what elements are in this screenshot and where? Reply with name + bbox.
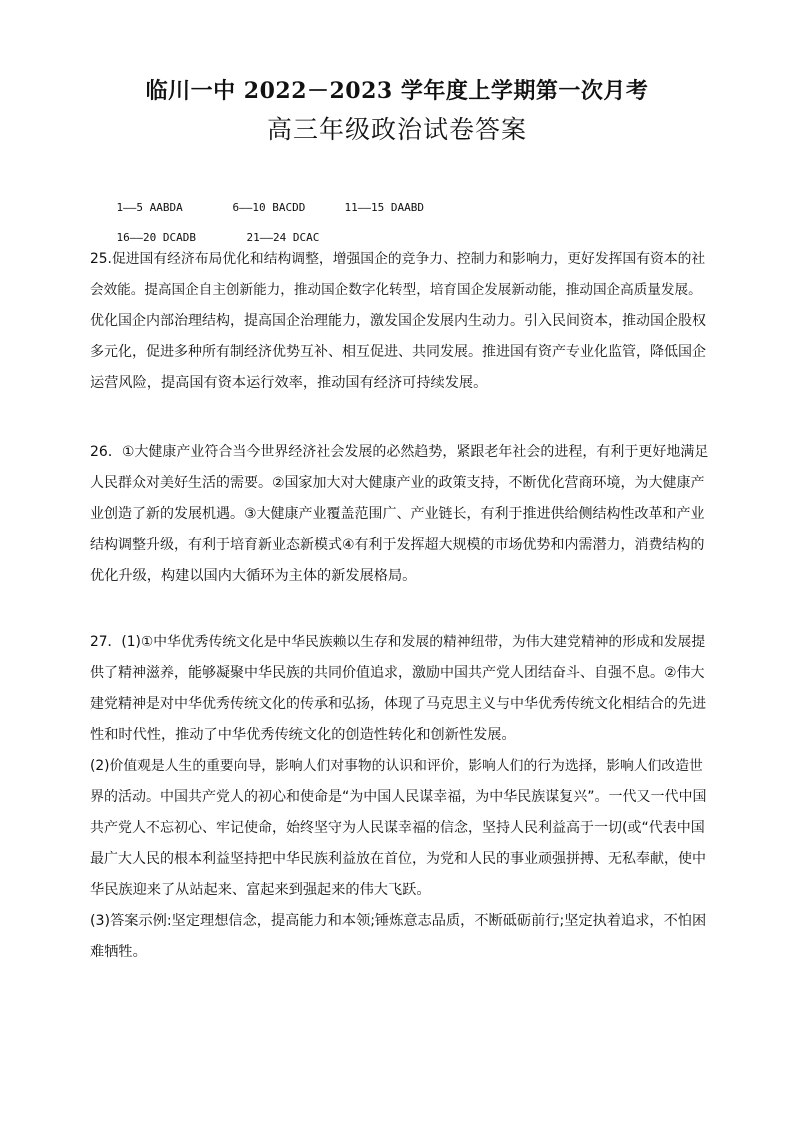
answer-line: 供了精神滋养，能够凝聚中华民族的共同价值追求，激励中国共产党人团结奋斗、自强不息。②伟大 (90, 665, 705, 681)
answer-line: 难牺牲。 (90, 944, 147, 960)
mc-answer-group: 11——15 DAABD (344, 201, 424, 214)
answer-line: 运营风险，提高国有资本运行效率，推动国有经济可持续发展。 (90, 375, 488, 391)
mc-answer-group: 16——20 DCADB (116, 231, 196, 244)
answer-line: 性和时代性，推动了中华优秀传统文化的创造性转化和创新性发展。 (90, 727, 516, 743)
answer-line: (2)价值观是人生的重要向导，影响人们对事物的认识和评价，影响人们的行为选择，影响人们改造世 (90, 758, 703, 774)
exam-title: 临川一中 2022－2023 学年度上学期第一次月考 (145, 78, 649, 104)
exam-subtitle: 高三年级政治试卷答案 (266, 115, 527, 144)
answer-line: 优化升级，构建以国内大循环为主体的新发展格局。 (90, 568, 417, 584)
answer-line: 会效能。提高国企自主创新能力，推动国企数字化转型，培育国企发展新动能，推动国企高质量发展。 (90, 282, 702, 298)
answer-line: 最广大人民的根本利益坚持把中华民族利益放在首位，为党和人民的事业顽强拼搏、无私奉献，使中 (90, 851, 706, 867)
answer-line: 优化国企内部治理结构，提高国企治理能力，激发国企发展内生动力。引入民间资本，推动国企股权 (90, 313, 706, 329)
answer-line: 25.促进国有经济布局优化和结构调整，增强国企的竞争力、控制力和影响力，更好发挥国有资本的社 (90, 251, 706, 267)
answer-q25 (90, 244, 710, 399)
mc-answer-group: 21——24 DCAC (246, 231, 320, 244)
answer-q26 (90, 437, 710, 592)
answer-line: 27．(1)①中华优秀传统文化是中华民族赖以生存和发展的精神纽带，为伟大建党精神的形成和发展提 (90, 634, 706, 650)
answer-line: 业创造了新的发展机遇。③大健康产业覆盖范围广、产业链长，有利于推进供给侧结构性改革和产业 (90, 506, 705, 522)
answer-line: (3)答案示例:坚定理想信念，提高能力和本领;锤炼意志品质，不断砥砺前行;坚定执着追求，不怕困 (90, 913, 707, 929)
answer-q27 (90, 627, 710, 968)
answer-line: 多元化，促进多种所有制经济优势互补、相互促进、共同发展。推进国有资产专业化监管，降低国企 (90, 344, 706, 360)
answer-line: 华民族迎来了从站起来、富起来到强起来的伟大飞跃。 (90, 882, 431, 898)
mc-answer-group: 1——5 AABDA (116, 201, 183, 214)
mc-answer-group: 6——10 BACDD (232, 201, 306, 214)
answer-line: 结构调整升级，有利于培育新业态新模式④有利于发挥超大规模的市场优势和内需潜力，消费结构的 (90, 537, 705, 553)
answer-line: 共产党人不忘初心、牢记使命，始终坚守为人民谋幸福的信念，坚持人民利益高于一切(或“代表中国 (90, 820, 705, 836)
answer-line: 界的活动。中国共产党人的初心和使命是“为中国人民谋幸福，为中华民族谋复兴”。一代又一代中国 (90, 789, 707, 805)
answer-line: 26．①大健康产业符合当今世界经济社会发展的必然趋势，紧跟老年社会的进程，有利于更好地满足 (90, 444, 709, 460)
answer-line: 人民群众对美好生活的需要。②国家加大对大健康产业的政策支持，不断优化营商环境，为大健康产 (90, 475, 705, 491)
answer-line: 建党精神是对中华优秀传统文化的传承和弘扬，体现了马克思主义与中华优秀传统文化相结合的先进 (90, 696, 706, 712)
